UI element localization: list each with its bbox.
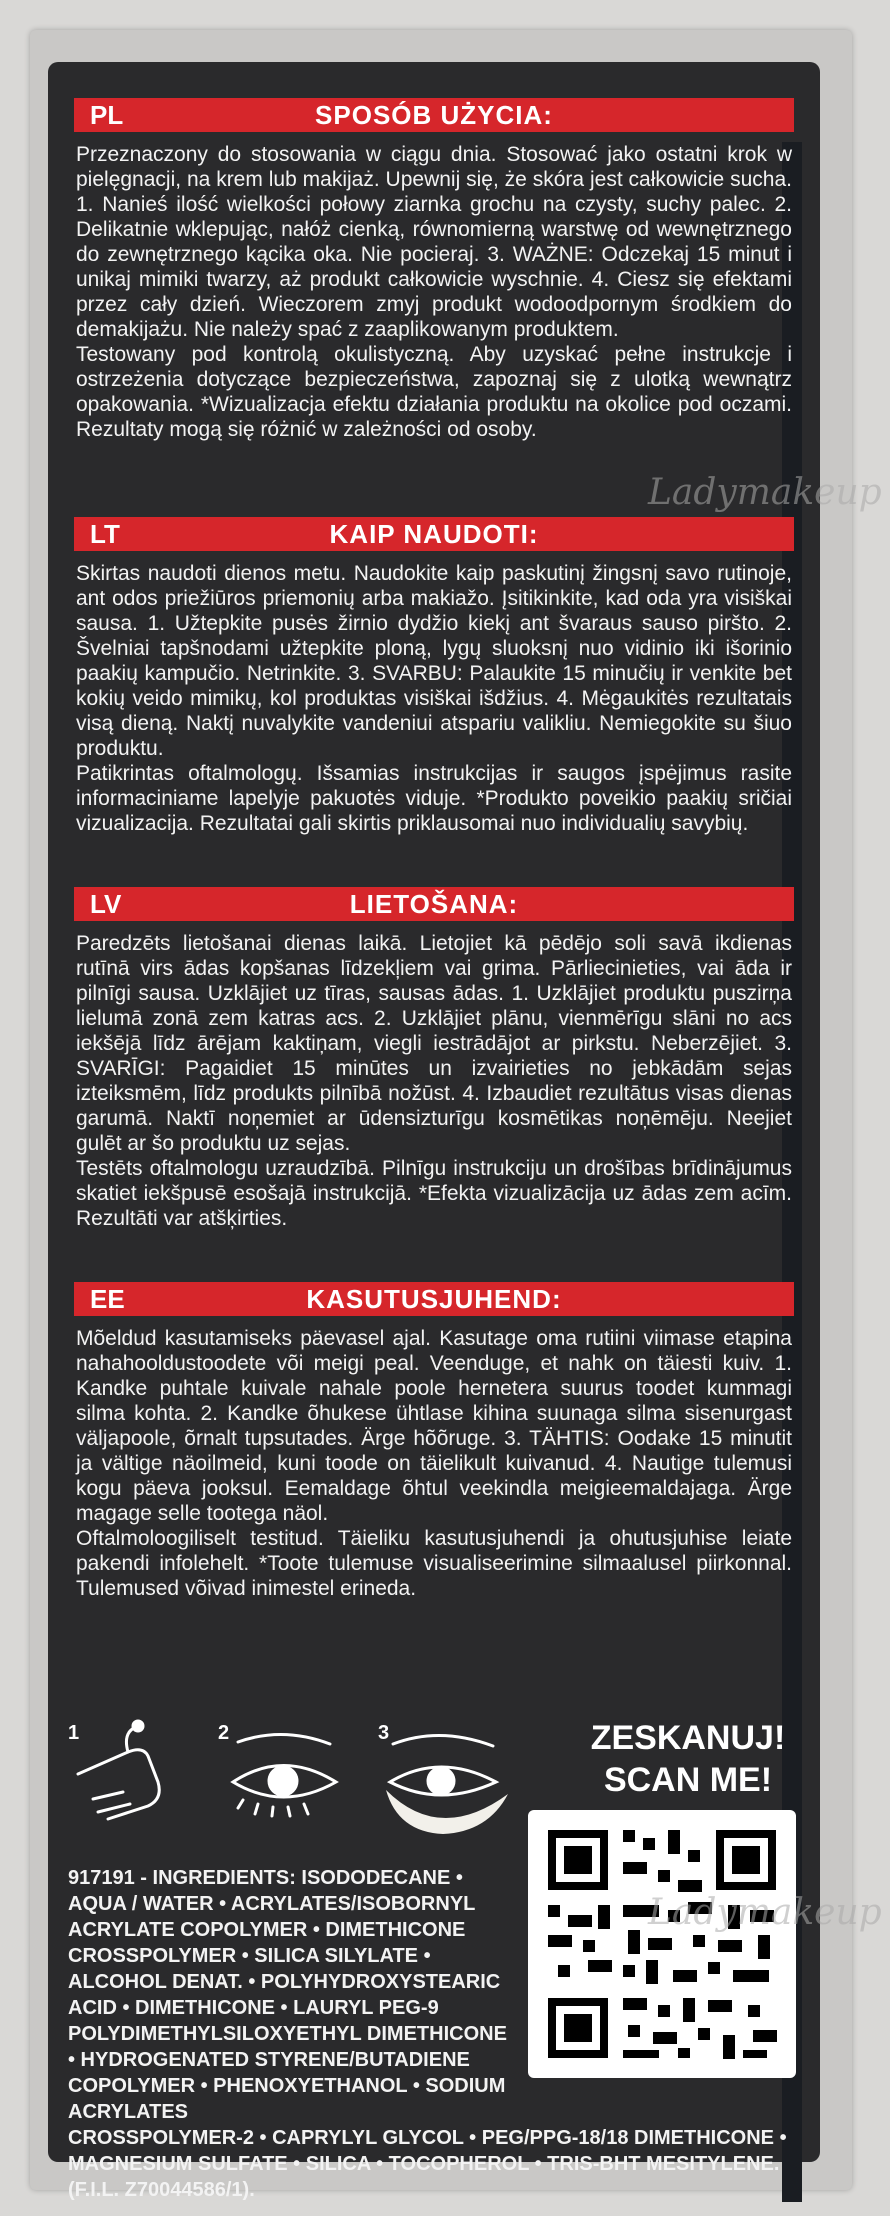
section-text: Przeznaczony do stosowania w ciągu dnia. Stosować jako ostatni krok w pielęgnacji, na krem lub makijaż. Upewnij się, że skóra jest całkowicie sucha. 1. Nanieś ilość wielkości połowy ziarnka grochu na czysty, suchy palec. 2. Delikatnie wklepując, nałóż cienką, równomierną warstwę od wewnętrznego do zewnętrznego kącika oka. Nie pocieraj. 3. WAŻNE: Odczekaj 15 minut i unikaj mimiki twarzy, aż produkt całkowicie wyschnie. 4. Ciesz się efektami przez cały dzień. Wieczorem zmyj produkt wodoodpornym środkiem do demakijażu. Nie należy spać z zaaplikowanym produktem. Testowany pod kontrolą okulistyczną. Aby uzyskać pełne instrukcje i ostrzeżenia dotyczące bezpieczeństwa, zapoznaj się z ulotką wewnątrz opakowania. *Wizualizacja efektu działania produktu na okolice pod oczami. Rezultaty mogą się różnić w zależności od osoby.	[76, 143, 792, 441]
language-code: LV	[90, 888, 122, 919]
section-heading: KAIP NAUDOTI:	[329, 518, 539, 549]
section-text: Paredzēts lietošanai dienas laikā. Lietojiet kā pēdējo soli savā ikdienas rutīnā virs ādas kopšanas līdzekļiem vai grima. Pārliecinieties, vai āda ir pilnīgi sausa. Uzklājiet uz tīras, sausas ādas. 1. Uzklājiet produktu puszirņa lielumā zonā zem katras acs. 2. Uzklājiet plānu, vienmērīgu slāni no acs iekšējā līdz ārējam kaktiņam, viegli iestrādājot ar pirkstu. Neberzējiet. 3. SVARĪGI: Pagaidiet 15 minūtes un izvairieties no jebkādām sejas izteiksmēm, līdz produkts pilnībā nožūst. 4. Izbaudiet rezultātus visas dienas garumā. Naktī noņemiet ar ūdensizturīgu kosmētikas noņēmēju. Neejiet gulēt ar šo produktu uz sejas. Testēts oftalmologu uzraudzībā. Pilnīgu instrukciju un drošības brīdinājumus skatiet iekšpusē esošajā instrukcijā. *Efekta vizualizācija uz ādas zem acīm. Rezultāti var atšķirties.	[76, 932, 792, 1230]
eye-application-icon	[233, 1734, 336, 1816]
step-number: 1	[68, 1722, 80, 1744]
step-number: 2	[218, 1722, 230, 1744]
section-heading: LIETOŠANA:	[349, 888, 519, 919]
section-lv	[74, 887, 794, 1231]
section-text: Skirtas naudoti dienos metu. Naudokite kaip paskutinį žingsnį savo rutinoje, ant odos priežiūros priemonių arba makiažo. Įsitikinkite, kad oda yra visiškai sausa. 1. Užtepkite pusės žirnio dydžio kiekį ant švaraus sauso piršto. 2. Švelniai tapšnodami užtepkite ploną, lygų sluoksnį nuo vidinio iki išorinio paakių kampučio. Netrinkite. 3. SVARBU: Palaukite 15 minučių ir venkite bet kokių veido mimikų, kol produktas visiškai išdžius. 4. Mėgaukitės rezultatais visą dieną. Naktį nuvalykite vandeniui atspariu valikliu. Nemiegokite su šiuo produktu. Patikrintas oftalmologų. Išsamias instrukcijas ir saugos įspėjimus rasite informaciniame lapelyje pakuotės viduje. *Produkto poveikio paakių sričiai vizualizacija. Rezultatai gali skirtis priklausomai nuo individualių savybių.	[76, 562, 792, 835]
language-code: EE	[90, 1283, 125, 1314]
finger-dot-icon	[78, 1721, 159, 1819]
watermark-text: Ladymakeup	[648, 472, 882, 513]
scan-line-2: SCAN ME!	[603, 1761, 773, 1799]
scan-me-label	[553, 1717, 823, 1801]
scan-line-1: ZESKANUJ!	[590, 1719, 786, 1757]
section-header-bar	[74, 1282, 794, 1316]
watermark-text: Ladymakeup	[648, 1892, 882, 1933]
section-header-bar	[74, 98, 794, 132]
section-text: Mõeldud kasutamiseks päevasel ajal. Kasutage oma rutiini viimase etapina nahahooldustoodete või meigi peal. Veenduge, et nahk on täiesti kuiv. 1. Kandke puhtale kuivale nahale poole hernetera suurus toodet kummagi silma kohta. 2. Kandke õhukese ühtlase kihina suunaga silma sisenurgast väljapoole, õrnalt tupsutades. Ärge hõõruge. 3. TÄHTIS: Oodake 15 minutit ja vältige näoilmeid, kuni toode on täielikult kuivanud. 4. Nautige tulemusi kogu päeva jooksul. Eemaldage õhtul veekindla meigieemaldajaga. Ärge magage selle tootega näol. Oftalmoloogiliselt testitud. Täieliku kasutusjuhendi ja ohutusjuhise leiate pakendi infolehelt. *Toote tulemuse visualiseerimine silmaalusel piirkonnal. Tulemused võivad inimestel erineda.	[76, 1327, 792, 1600]
section-lt	[74, 517, 794, 836]
section-header-bar	[74, 887, 794, 921]
section-header-bar	[74, 517, 794, 551]
language-code: PL	[90, 99, 124, 130]
step-number: 3	[378, 1722, 390, 1744]
application-steps	[68, 1704, 538, 1839]
eye-result-icon	[386, 1735, 508, 1834]
package-panel	[48, 62, 882, 2201]
ingredients-main: 917191 - INGREDIENTS: ISODODECANE • AQUA / WATER • ACRYLATES/ISOBORNYL ACRYLATE COPOLYMER • DIMETHICONE CROSSPOLYMER • SILICA SILYLATE • ALCOHOL DENAT. • POLYHYDROXYSTEARIC ACID • DIMETHICONE • LAURYL PEG-9 POLYDIMETHYLSILOXYETHYL DIMETHICONE • HYDROGENATED STYRENE/BUTADIENE COPOLYMER • PHENOXYETHANOL • SODIUM ACRYLATES	[68, 1867, 507, 2123]
section-heading: SPOSÓB UŻYCIA:	[315, 99, 553, 130]
section-ee	[74, 1282, 794, 1601]
ingredients-tail: CROSSPOLYMER-2 • CAPRYLYL GLYCOL • PEG/PPG-18/18 DIMETHICONE • MAGNESIUM SULFATE • SILICA • TOCOPHEROL • TRIS-BHT MESITYLENE. (F.I.L. Z70044586/1).	[68, 2127, 787, 2201]
section-heading: KASUTUSJUHEND:	[306, 1283, 562, 1314]
section-pl	[74, 98, 794, 442]
language-code: LT	[90, 518, 120, 549]
